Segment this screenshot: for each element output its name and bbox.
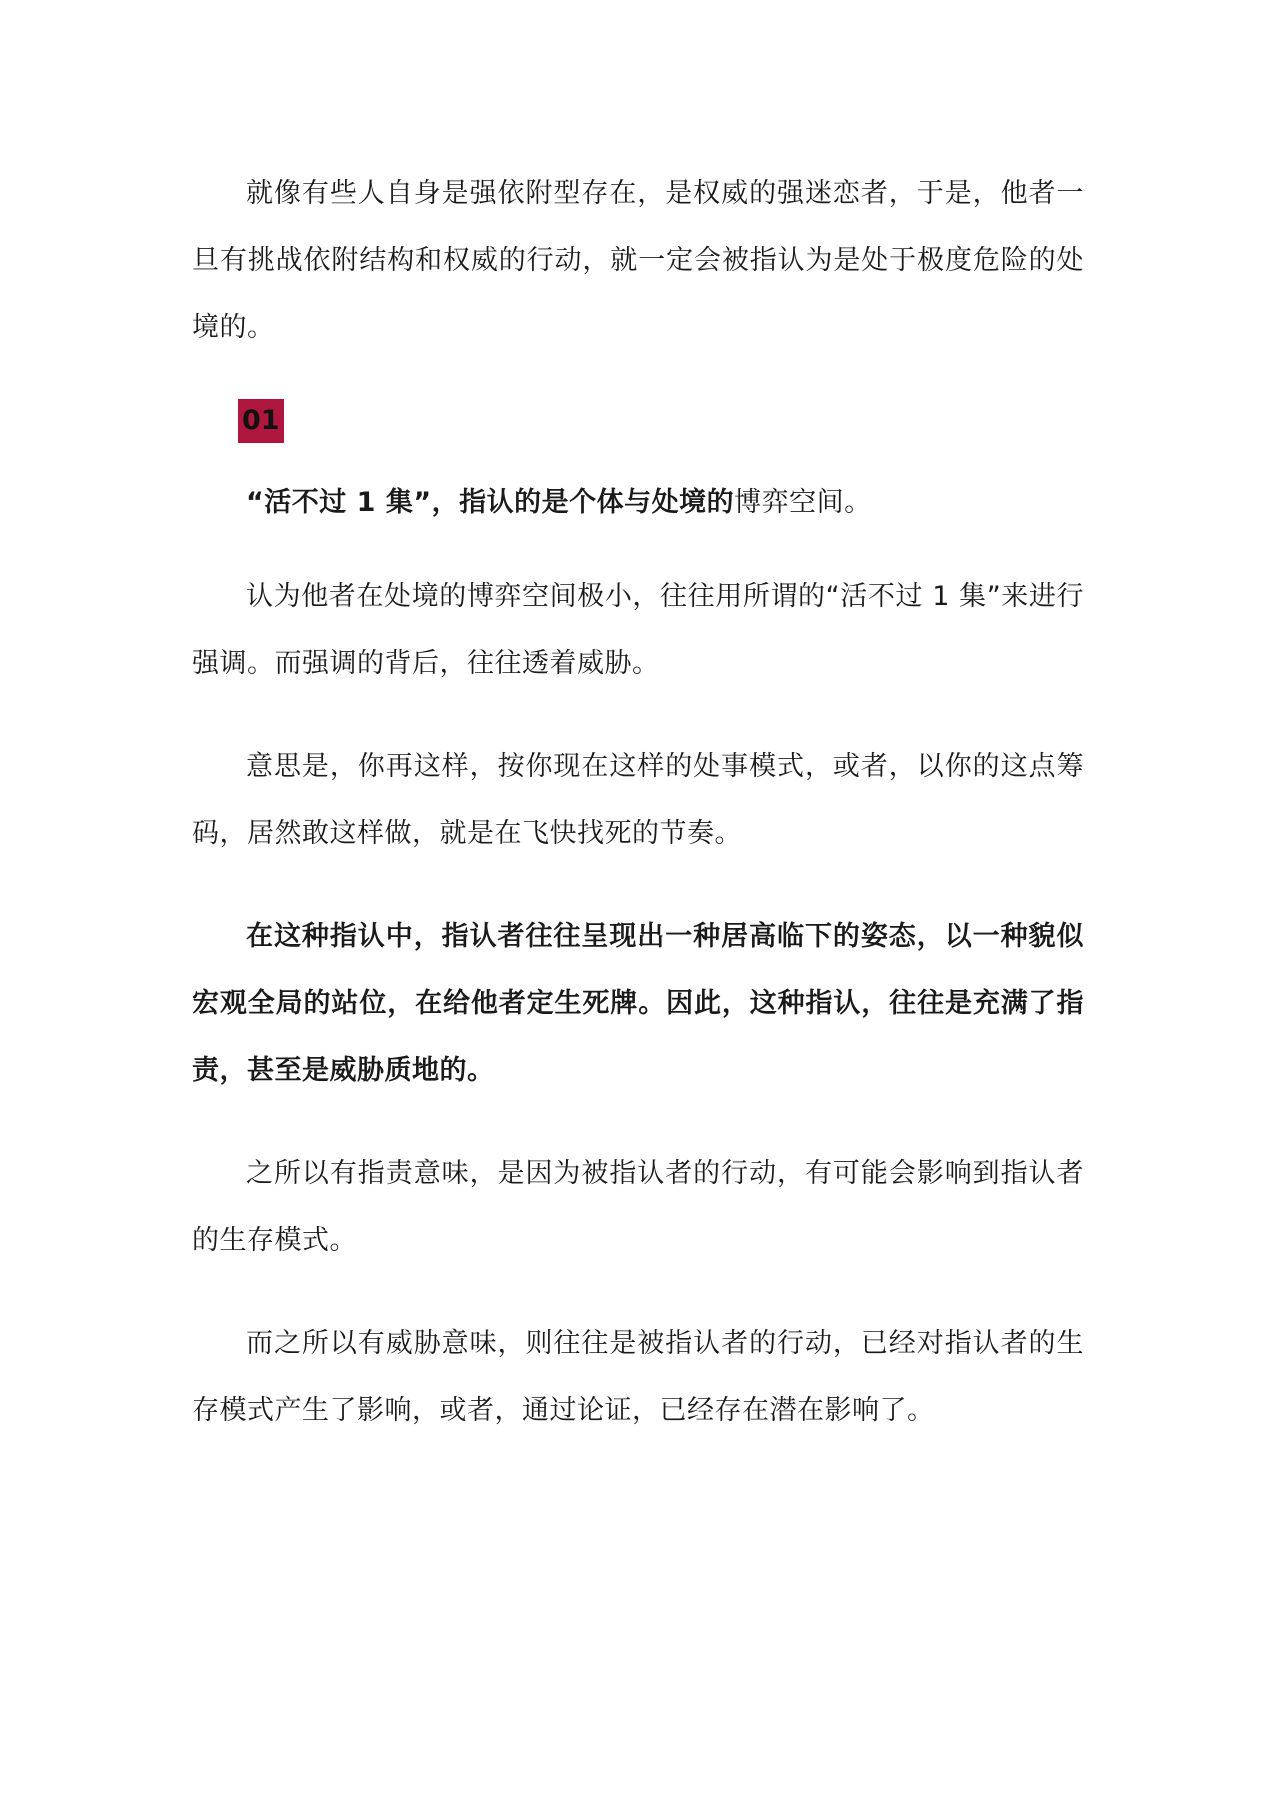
paragraph-5: 之所以有指责意味，是因为被指认者的行动，有可能会影响到指认者的生存模式。 bbox=[192, 1158, 1084, 1256]
paragraph-4-emphasis: 在这种指认中，指认者往往呈现出一种居高临下的姿态，以一种貌似宏观全局的站位，在给他者定生死牌。因此，这种指认，往往是充满了指责，甚至是威胁质地的。 bbox=[192, 921, 1084, 1086]
section-heading bbox=[192, 481, 1084, 525]
document-page bbox=[192, 160, 1084, 1444]
section-marker bbox=[192, 399, 1084, 443]
paragraph-2: 认为他者在处境的博弈空间极小，往往用所谓的“活不过 1 集”来进行强调。而强调的背后，往往透着威胁。 bbox=[192, 581, 1084, 679]
section-heading-bold: “活不过 1 集”，指认的是个体与处境的 bbox=[246, 487, 735, 518]
section-number-badge: 01 bbox=[238, 399, 284, 443]
paragraph-6: 而之所以有威胁意味，则往往是被指认者的行动，已经对指认者的生存模式产生了影响，或者，通过论证，已经存在潜在影响了。 bbox=[192, 1328, 1084, 1426]
section-heading-normal: 博弈空间。 bbox=[734, 487, 872, 518]
paragraph-intro: 就像有些人自身是强依附型存在，是权威的强迷恋者，于是，他者一旦有挑战依附结构和权威的行动，就一定会被指认为是处于极度危险的处境的。 bbox=[192, 178, 1084, 343]
paragraph-3: 意思是，你再这样，按你现在这样的处事模式，或者，以你的这点筹码，居然敢这样做，就是在飞快找死的节奏。 bbox=[192, 751, 1084, 849]
